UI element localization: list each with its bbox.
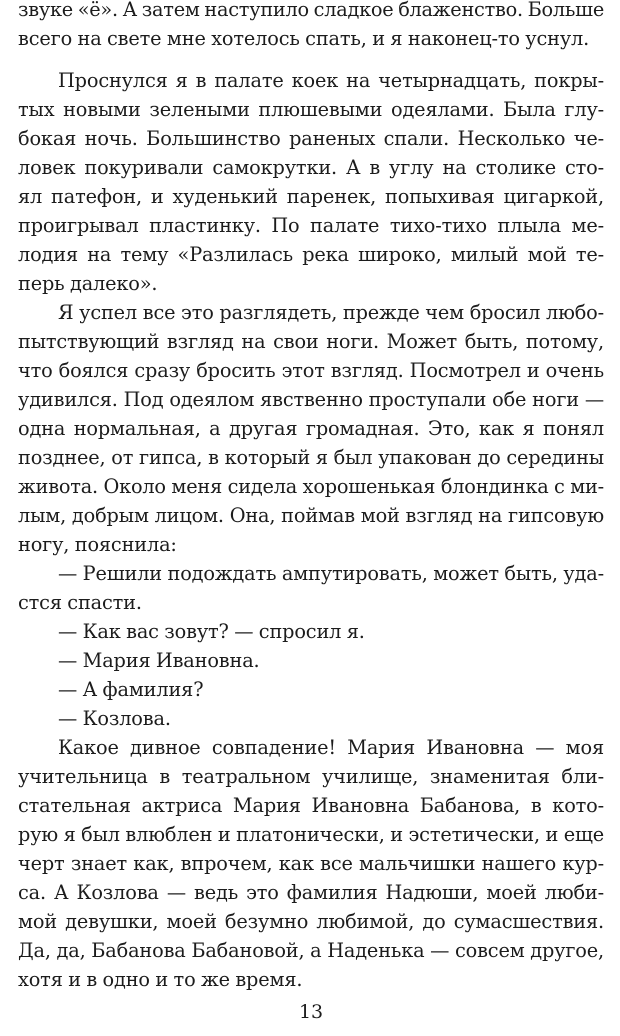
paragraph-start-line: Я успел все это разглядеть, прежде чем бросил любо-	[58, 301, 604, 324]
text-line: стательная актриса Мария Ивановна Бабанова, в кото-	[18, 794, 604, 817]
dialogue-line: — Как вас зовут? — спросил я.	[58, 620, 365, 643]
text-line: живота. Около меня сидела хорошенькая блондинка с ми-	[18, 475, 604, 498]
text-line: всего на свете мне хотелось спать, и я наконец-то уснул.	[18, 27, 590, 50]
text-line: са. А Козлова — ведь это фамилия Надюши, моей люби-	[18, 881, 604, 904]
text-line: мой девушки, моей безумно любимой, до сумасшествия.	[18, 910, 604, 933]
paragraph-start-line: Какое дивное совпадение! Мария Ивановна — моя	[58, 736, 604, 759]
dialogue-line: — Решили подождать ампутировать, может быть, уда-	[58, 562, 604, 585]
text-line: одна нормальная, а другая громадная. Это, как я понял	[18, 417, 604, 440]
text-line: учительница в театральном училище, знаменитая бли-	[18, 765, 604, 788]
text-line: проигрывал пластинку. По палате тихо-тихо плыла ме-	[18, 214, 604, 237]
dialogue-line: — А фамилия?	[58, 678, 204, 701]
text-line: удивился. Под одеялом явственно проступали обе ноги —	[18, 388, 604, 411]
page-number: 13	[299, 1001, 323, 1023]
text-line: Да, да, Бабанова Бабановой, а Наденька — совсем другое,	[18, 939, 604, 962]
text-line: ногу, пояснила:	[18, 533, 177, 556]
text-line: что боялся сразу бросить этот взгляд. Посмотрел и очень	[18, 359, 604, 382]
text-line: лодия на тему «Разлилась река широко, милый мой те-	[18, 243, 604, 266]
text-line: лым, добрым лицом. Она, поймав мой взгляд на гипсовую	[18, 504, 604, 527]
paragraph-start-line: Проснулся я в палате коек на четырнадцать, покры-	[58, 69, 604, 92]
text-line: рую я был влюблен и платонически, и эстетически, и еще	[18, 823, 604, 846]
text-line: ловек покуривали самокрутки. А в углу на столике сто-	[18, 156, 604, 179]
book-page	[18, 0, 604, 1036]
text-line: черт знает как, впрочем, как все мальчишки нашего кур-	[18, 852, 604, 875]
text-line: стся спасти.	[18, 591, 142, 614]
dialogue-line: — Мария Ивановна.	[58, 649, 260, 672]
text-line: тых новыми зелеными плюшевыми одеялами. Была глу-	[18, 98, 604, 121]
text-line: бокая ночь. Большинство раненых спали. Несколько че-	[18, 127, 604, 150]
text-line: пытствующий взгляд на свои ноги. Может быть, потому,	[18, 330, 604, 353]
text-line: хотя и в одно и то же время.	[18, 968, 303, 991]
text-line: ял патефон, и худенький паренек, попыхивая цигаркой,	[18, 185, 604, 208]
text-line: перь далеко».	[18, 272, 158, 295]
text-line: позднее, от гипса, в который я был упакован до середины	[18, 446, 604, 469]
text-line: звуке «ё». А затем наступило сладкое блаженство. Больше	[18, 0, 604, 21]
dialogue-line: — Козлова.	[58, 707, 171, 730]
